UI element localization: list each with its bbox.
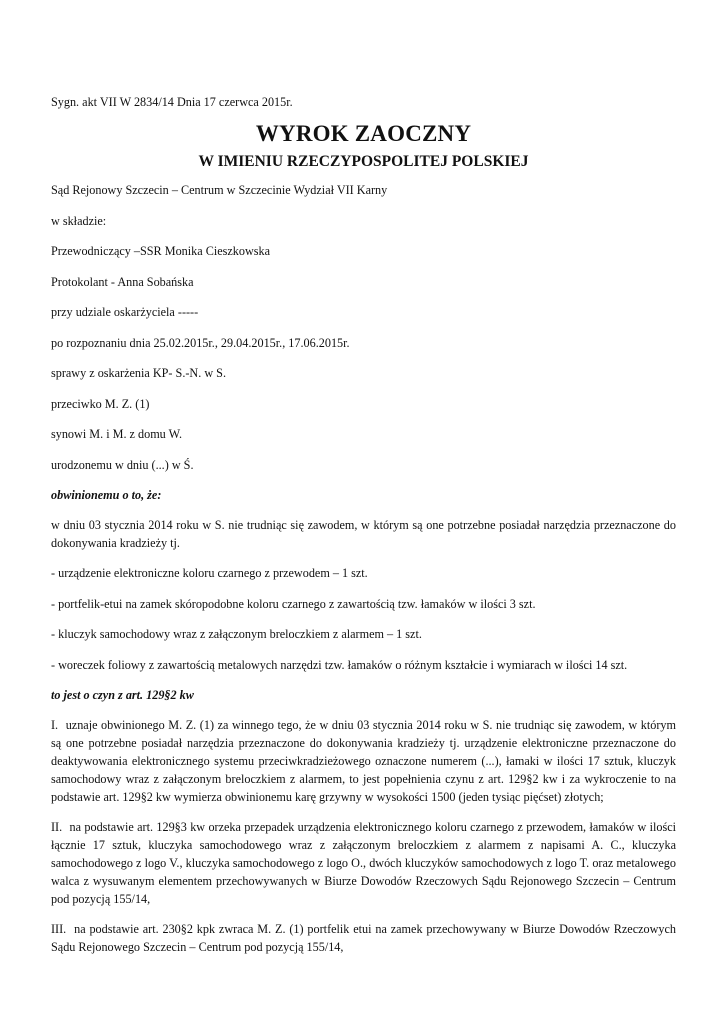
verdict-point: [51, 716, 676, 806]
case-origin: sprawy z oskarżenia KP- S.-N. w S.: [51, 366, 226, 380]
verdict-point: [51, 920, 676, 956]
case-reference: Sygn. akt VII W 2834/14 Dnia 17 czerwca 2015r.: [51, 95, 293, 109]
defendant-birth: urodzonemu w dniu (...) w Ś.: [51, 457, 194, 472]
document-title: WYROK ZAOCZNY: [255, 121, 472, 146]
verdict-point: [51, 818, 676, 908]
charge-heading: obwinionemu o to, że:: [51, 488, 162, 502]
composition-label: w składzie:: [51, 213, 107, 228]
verdict-text: na podstawie art. 129§3 kw orzeka przepadek urządzenia elektronicznego koloru czarnego z przewodem, łamaków w ilości łącznie 17 sztuk, kluczyka samochodowego wraz z załączonym breloczkiem z alarmem z napisami A. C., kluczyka samochodowego z logo V., kluczyka samochodowego z logo O., dwóch kluczyków samochodowych z logo T. oraz metalowego walca z wysuwanym elementem przechowywanych w Biurze Dowodów Rzeczowych Sądu Rejonowego Szczecin – Centrum pod pozycją 155/14,: [51, 820, 677, 906]
defendant: przeciwko M. Z. (1): [51, 396, 150, 411]
hearing-dates: po rozpoznaniu dnia 25.02.2015r., 29.04.2015r., 17.06.2015r.: [51, 335, 350, 350]
verdict-number: I.: [51, 718, 59, 732]
verdict-number: II.: [51, 820, 63, 834]
charge-item: - kluczyk samochodowy wraz z załączonym breloczkiem z alarmem – 1 szt.: [51, 627, 422, 641]
charge-item: - portfelik-etui na zamek skóropodobne koloru czarnego z zawartością tzw. łamaków w ilości 3 szt.: [51, 596, 536, 611]
prosecutor-line: przy udziale oskarżyciela -----: [51, 305, 199, 319]
verdict-text: na podstawie art. 230§2 kpk zwraca M. Z. (1) portfelik etui na zamek przechowywany w Biurze Dowodów Rzeczowych Sądu Rejonowego Szczecin – Centrum pod pozycją 155/14,: [51, 922, 677, 954]
charge-item: - urządzenie elektroniczne koloru czarnego z przewodem – 1 szt.: [51, 566, 368, 580]
defendant-parents: synowi M. i M. z domu W.: [51, 427, 183, 441]
document-subtitle: W IMIENIU RZECZYPOSPOLITEJ POLSKIEJ: [198, 153, 529, 170]
presiding-judge: Przewodniczący –SSR Monika Cieszkowska: [51, 244, 271, 258]
legal-basis: to jest o czyn z art. 129§2 kw: [51, 688, 194, 702]
charge-text: w dniu 03 stycznia 2014 roku w S. nie trudniąc się zawodem, w którym są one potrzebne posiadał narzędzia przeznaczone do dokonywania kradzieży tj.: [51, 518, 676, 550]
charge-item: - woreczek foliowy z zawartością metalowych narzędzi tzw. łamaków o różnym kształcie i wymiarach w ilości 14 szt.: [51, 657, 628, 672]
judgment-document: [51, 93, 676, 968]
verdict-number: III.: [51, 922, 67, 936]
verdict-text: uznaje obwinionego M. Z. (1) za winnego tego, że w dniu 03 stycznia 2014 roku w S. nie trudniąc się zawodem, w którym są one potrzebne posiadał narzędzia przeznaczone do dokonywania kradzieży tj. urządzenie elektroniczne przeznaczone do deaktywowania elektronicznego systemu przeciwkradzieżowego oznaczone numerem (...), łamaki w ilości 17 sztuk, kluczyk samochodowy wraz z załączonym breloczkiem z alarmem, to jest popełnienia czynu z art. 129§2 kw i za wykroczenie to na podstawie art. 129§2 kw wymierza obwinionemu karę grzywny w wysokości 1500 (jeden tysiąc pięćset) złotych;: [51, 718, 676, 804]
court-name: Sąd Rejonowy Szczecin – Centrum w Szczecinie Wydział VII Karny: [51, 183, 388, 197]
court-clerk: Protokolant - Anna Sobańska: [51, 274, 194, 289]
